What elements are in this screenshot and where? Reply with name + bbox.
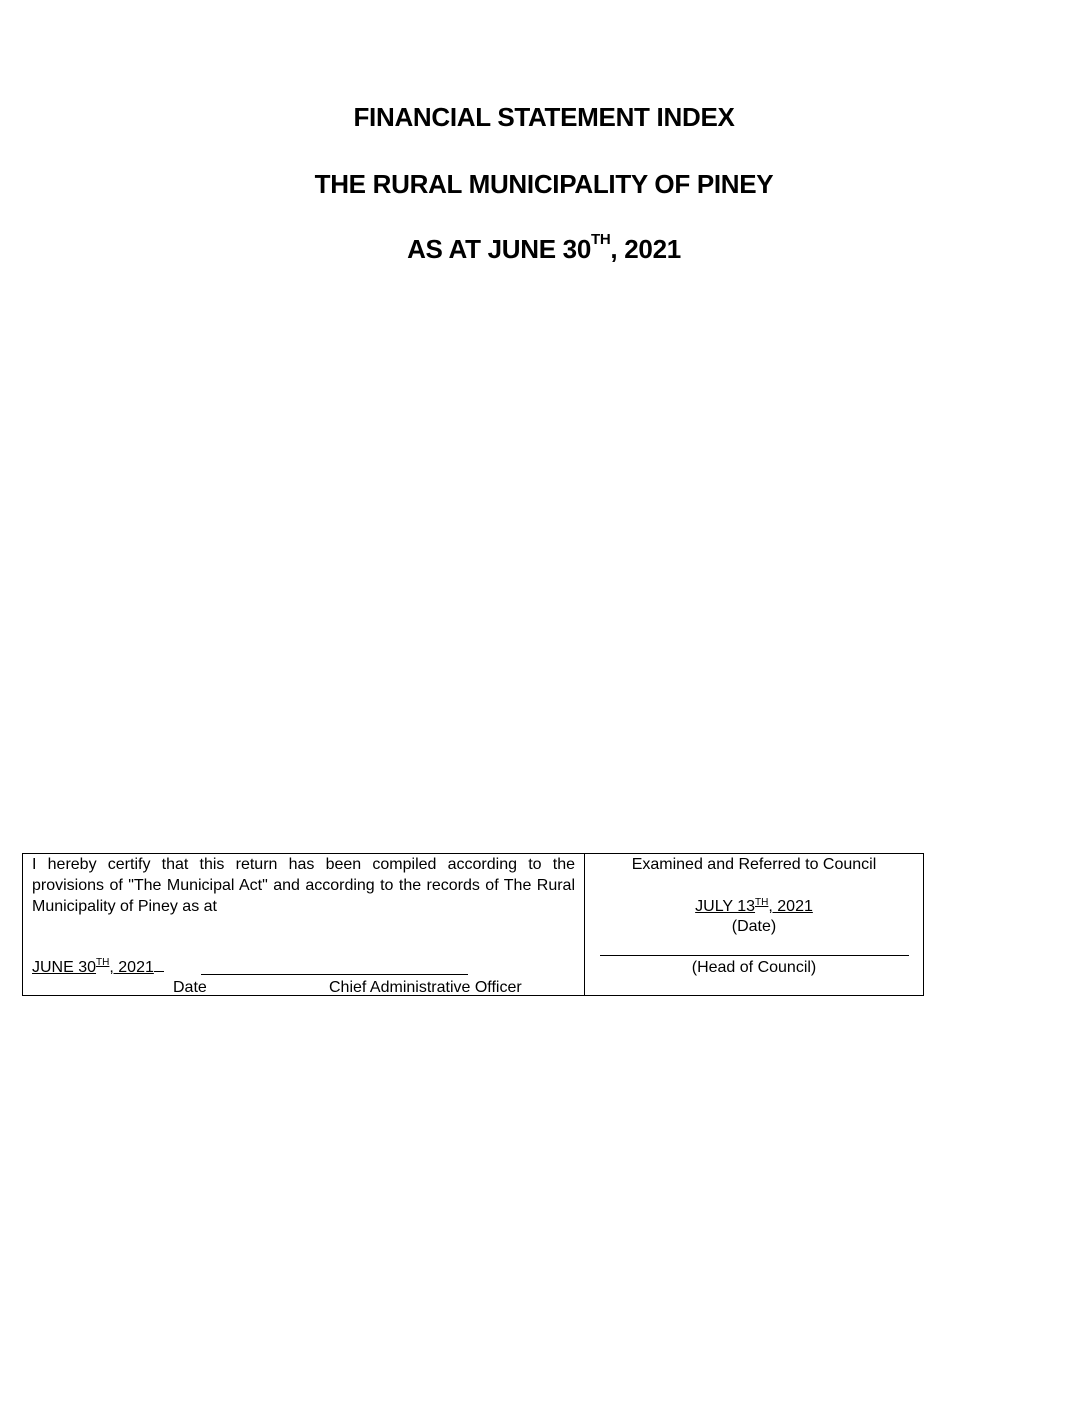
document-title	[0, 104, 1088, 130]
certification-cell	[23, 854, 585, 995]
certification-date-suffix: , 2021	[109, 959, 154, 976]
examination-title: Examined and Referred to Council	[631, 856, 877, 873]
municipality-name	[0, 171, 1088, 197]
examination-cell	[585, 854, 923, 995]
examination-date-label: (Date)	[731, 918, 777, 935]
heading-date-sup: TH	[591, 231, 611, 248]
cao-label: Chief Administrative Officer	[329, 979, 522, 996]
heading-date-prefix: AS AT JUNE 30	[407, 234, 592, 264]
certification-table	[22, 853, 924, 996]
certification-date-prefix: JUNE 30	[32, 959, 97, 976]
examination-date-suffix: , 2021	[768, 898, 813, 915]
date-underline	[154, 957, 164, 972]
certification-date	[32, 957, 164, 979]
municipality-text: THE RURAL MUNICIPALITY OF PINEY	[314, 169, 774, 199]
certification-statement: I hereby certify that this return has been compiled according to the provisions of "The Municipal Act" and according to the records of The Rural Municipality of Piney as at	[32, 856, 575, 915]
cao-signature-line	[201, 974, 468, 975]
examination-date-prefix: JULY 13	[695, 898, 756, 915]
heading-date-suffix: , 2021	[610, 234, 681, 264]
council-head-signature-line	[600, 955, 909, 956]
title-text: FINANCIAL STATEMENT INDEX	[353, 102, 735, 132]
certification-date-sup: TH	[96, 957, 110, 968]
examination-date	[585, 897, 923, 918]
statement-date-heading	[0, 231, 1088, 264]
date-label: Date	[173, 979, 207, 996]
examination-date-sup: TH	[755, 897, 769, 908]
council-head-label: (Head of Council)	[691, 959, 817, 976]
